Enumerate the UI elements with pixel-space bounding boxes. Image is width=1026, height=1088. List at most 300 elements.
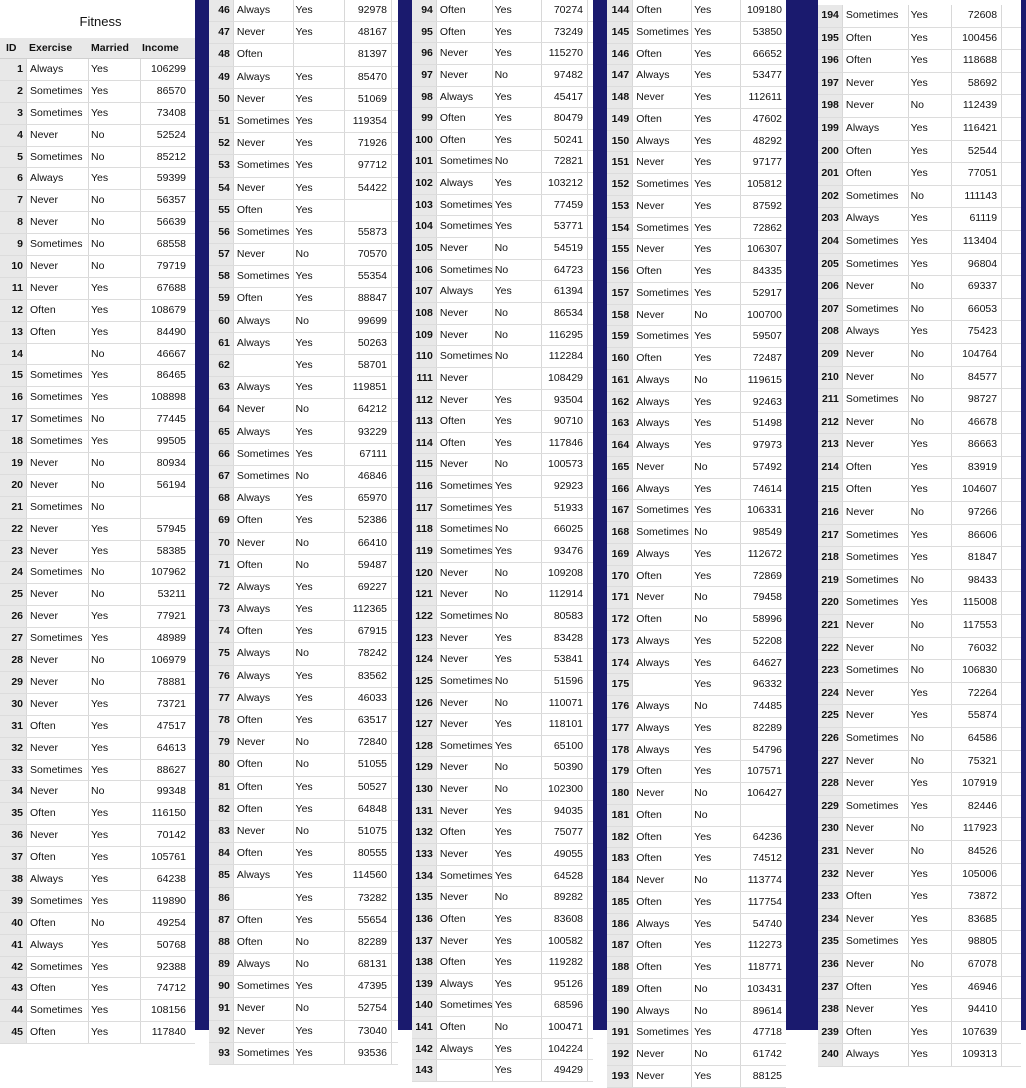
cell-id: 164 xyxy=(607,435,632,456)
cell-married: No xyxy=(908,728,952,750)
cell-married: Yes xyxy=(492,130,542,151)
cell-married: Yes xyxy=(691,827,739,848)
table-row xyxy=(818,864,1021,887)
cell-married: Yes xyxy=(908,141,952,163)
cell-id: 20 xyxy=(0,475,26,496)
cell-income: 54740 xyxy=(740,914,786,935)
table-row xyxy=(818,841,1021,864)
cell-married: Yes xyxy=(691,174,739,195)
cell-spacer xyxy=(1001,186,1021,208)
table-row xyxy=(0,147,195,169)
cell-exercise: Never xyxy=(842,638,908,660)
cell-exercise: Often xyxy=(632,935,691,956)
cell-id: 101 xyxy=(412,151,436,172)
cell-income: 47602 xyxy=(740,109,786,130)
cell-id: 45 xyxy=(0,1022,26,1043)
cell-spacer xyxy=(587,346,593,367)
cell-exercise: Never xyxy=(436,628,492,649)
cell-income: 82289 xyxy=(344,932,391,953)
cell-income: 85212 xyxy=(140,147,190,168)
cell-married: Yes xyxy=(492,628,542,649)
table-row xyxy=(607,174,786,196)
cell-married: Yes xyxy=(691,892,739,913)
cell-exercise: Never xyxy=(233,399,293,420)
cell-id: 234 xyxy=(818,909,842,931)
cell-income: 92923 xyxy=(541,476,587,497)
cell-exercise: Often xyxy=(436,22,492,43)
cell-income: 70142 xyxy=(140,825,190,846)
cell-married: Yes xyxy=(492,87,542,108)
cell-id: 167 xyxy=(607,500,632,521)
cell-married: No xyxy=(908,367,952,389)
cell-exercise: Never xyxy=(233,178,293,199)
cell-exercise: Sometimes xyxy=(26,497,88,518)
cell-income: 103212 xyxy=(541,173,587,194)
cell-id: 35 xyxy=(0,803,26,824)
cell-id: 63 xyxy=(209,377,233,398)
cell-married: Yes xyxy=(691,761,739,782)
table-row xyxy=(818,367,1021,390)
cell-spacer xyxy=(391,377,398,398)
cell-id: 85 xyxy=(209,865,233,886)
cell-income: 96332 xyxy=(740,674,786,695)
cell-exercise xyxy=(233,888,293,909)
cell-exercise: Often xyxy=(233,710,293,731)
cell-married: Yes xyxy=(908,1044,952,1066)
table-row xyxy=(0,59,195,81)
cell-married: Yes xyxy=(293,843,345,864)
cell-exercise: Never xyxy=(842,615,908,637)
cell-exercise: Never xyxy=(632,457,691,478)
cell-spacer xyxy=(587,995,593,1016)
cell-id: 153 xyxy=(607,196,632,217)
cell-exercise: Often xyxy=(26,913,88,934)
cell-married: Yes xyxy=(293,222,345,243)
cell-income: 52386 xyxy=(344,510,391,531)
cell-income: 89282 xyxy=(541,887,587,908)
table-row xyxy=(818,909,1021,932)
table-row xyxy=(412,1060,593,1082)
cell-income: 64236 xyxy=(740,827,786,848)
table-row xyxy=(0,497,195,519)
cell-id: 134 xyxy=(412,866,436,887)
cell-spacer xyxy=(1001,1022,1021,1044)
table-row xyxy=(818,389,1021,412)
cell-income: 54796 xyxy=(740,740,786,761)
table-row xyxy=(209,466,398,488)
table-row xyxy=(607,370,786,392)
cell-income: 58996 xyxy=(740,609,786,630)
cell-married: No xyxy=(293,732,345,753)
table-row xyxy=(412,519,593,541)
cell-income: 102300 xyxy=(541,779,587,800)
cell-id: 29 xyxy=(0,672,26,693)
cell-income: 75321 xyxy=(951,751,1001,773)
cell-id: 147 xyxy=(607,65,632,86)
cell-exercise: Sometimes xyxy=(26,562,88,583)
cell-income: 67688 xyxy=(140,278,190,299)
cell-income: 116150 xyxy=(140,803,190,824)
cell-married: Yes xyxy=(691,218,739,239)
cell-id: 34 xyxy=(0,781,26,802)
cell-income: 113774 xyxy=(740,870,786,891)
table-row xyxy=(818,773,1021,796)
cell-spacer xyxy=(587,671,593,692)
cell-married: Yes xyxy=(492,995,542,1016)
cell-married: Yes xyxy=(908,118,952,140)
cell-id: 137 xyxy=(412,931,436,952)
cell-income: 119354 xyxy=(344,111,391,132)
cell-id: 206 xyxy=(818,276,842,298)
cell-married: Yes xyxy=(691,479,739,500)
cell-income: 73249 xyxy=(541,22,587,43)
cell-income: 61119 xyxy=(951,208,1001,230)
cell-exercise: Never xyxy=(632,305,691,326)
cell-married: Yes xyxy=(908,796,952,818)
table-row xyxy=(0,168,195,190)
cell-income: 112439 xyxy=(951,95,1001,117)
cell-married: Yes xyxy=(293,200,345,221)
table-row xyxy=(209,932,398,954)
cell-income: 108679 xyxy=(140,300,190,321)
table-row xyxy=(818,683,1021,706)
cell-id: 170 xyxy=(607,566,632,587)
cell-income: 72487 xyxy=(740,348,786,369)
cell-married: Yes xyxy=(492,801,542,822)
cell-id: 87 xyxy=(209,910,233,931)
cell-spacer xyxy=(587,801,593,822)
cell-id: 59 xyxy=(209,288,233,309)
cell-exercise: Never xyxy=(842,773,908,795)
cell-exercise: Never xyxy=(436,43,492,64)
cell-income: 80555 xyxy=(344,843,391,864)
cell-income: 78881 xyxy=(140,672,190,693)
cell-id: 21 xyxy=(0,497,26,518)
cell-exercise: Never xyxy=(436,563,492,584)
cell-spacer xyxy=(1001,412,1021,434)
cell-income: 89614 xyxy=(740,1001,786,1022)
cell-id: 148 xyxy=(607,87,632,108)
cell-id: 55 xyxy=(209,200,233,221)
cell-married: No xyxy=(691,979,739,1000)
cell-married: No xyxy=(492,151,542,172)
cell-spacer xyxy=(1001,705,1021,727)
cell-income: 71926 xyxy=(344,133,391,154)
cell-exercise: Often xyxy=(632,892,691,913)
table-row xyxy=(209,178,398,200)
cell-income: 51933 xyxy=(541,498,587,519)
cell-exercise: Sometimes xyxy=(842,254,908,276)
cell-id: 54 xyxy=(209,178,233,199)
cell-id: 84 xyxy=(209,843,233,864)
cell-id: 131 xyxy=(412,801,436,822)
table-row xyxy=(0,869,195,891)
table-row xyxy=(209,1043,398,1065)
table-row xyxy=(412,909,593,931)
table-row xyxy=(209,288,398,310)
cell-income: 53211 xyxy=(140,584,190,605)
table-row xyxy=(209,910,398,932)
table-row xyxy=(209,821,398,843)
table-row xyxy=(818,28,1021,51)
cell-married: No xyxy=(691,587,739,608)
table-row xyxy=(209,865,398,887)
cell-married: Yes xyxy=(691,566,739,587)
cell-id: 115 xyxy=(412,454,436,475)
cell-spacer xyxy=(587,887,593,908)
cell-exercise: Never xyxy=(233,732,293,753)
table-row xyxy=(818,141,1021,164)
cell-exercise: Often xyxy=(436,952,492,973)
cell-income: 64723 xyxy=(541,260,587,281)
cell-id: 104 xyxy=(412,216,436,237)
cell-spacer xyxy=(587,931,593,952)
cell-id: 42 xyxy=(0,957,26,978)
cell-exercise: Sometimes xyxy=(436,519,492,540)
cell-id: 94 xyxy=(412,0,436,21)
cell-spacer xyxy=(391,222,398,243)
cell-id: 182 xyxy=(607,827,632,848)
cell-id: 197 xyxy=(818,73,842,95)
cell-spacer xyxy=(391,422,398,443)
cell-income: 106427 xyxy=(740,783,786,804)
table-row xyxy=(412,606,593,628)
cell-id: 64 xyxy=(209,399,233,420)
cell-id: 176 xyxy=(607,696,632,717)
cell-exercise: Sometimes xyxy=(842,931,908,953)
cell-married: Yes xyxy=(293,688,345,709)
cell-exercise: Sometimes xyxy=(26,103,88,124)
cell-married: Yes xyxy=(691,500,739,521)
cell-income: 92388 xyxy=(140,957,190,978)
cell-married: No xyxy=(691,696,739,717)
table-row xyxy=(818,321,1021,344)
cell-id: 51 xyxy=(209,111,233,132)
cell-id: 210 xyxy=(818,367,842,389)
cell-income: 45417 xyxy=(541,87,587,108)
cell-income: 65100 xyxy=(541,736,587,757)
cell-income: 117923 xyxy=(951,818,1001,840)
cell-married: No xyxy=(293,244,345,265)
cell-spacer xyxy=(587,130,593,151)
cell-exercise: Always xyxy=(233,377,293,398)
cell-income: 86570 xyxy=(140,81,190,102)
cell-exercise: Never xyxy=(233,244,293,265)
cell-married: Yes xyxy=(293,710,345,731)
cell-exercise: Always xyxy=(436,87,492,108)
table-row xyxy=(818,660,1021,683)
cell-married: Yes xyxy=(88,606,140,627)
cell-income: 74485 xyxy=(740,696,786,717)
cell-income: 97973 xyxy=(740,435,786,456)
table-row xyxy=(607,718,786,740)
cell-married: Yes xyxy=(293,577,345,598)
table-row xyxy=(818,1044,1021,1067)
cell-income: 83608 xyxy=(541,909,587,930)
cell-income: 64586 xyxy=(951,728,1001,750)
cell-spacer xyxy=(587,822,593,843)
cell-married: Yes xyxy=(88,519,140,540)
cell-id: 67 xyxy=(209,466,233,487)
cell-married: Yes xyxy=(908,977,952,999)
cell-exercise: Never xyxy=(26,781,88,802)
cell-married: Yes xyxy=(691,392,739,413)
cell-id: 133 xyxy=(412,844,436,865)
table-row xyxy=(209,777,398,799)
cell-spacer xyxy=(1001,977,1021,999)
cell-id: 183 xyxy=(607,848,632,869)
cell-id: 135 xyxy=(412,887,436,908)
cell-id: 151 xyxy=(607,152,632,173)
cell-exercise: Often xyxy=(26,803,88,824)
cell-id: 209 xyxy=(818,344,842,366)
cell-id: 219 xyxy=(818,570,842,592)
cell-income: 105761 xyxy=(140,847,190,868)
cell-married: Yes xyxy=(293,599,345,620)
cell-income: 69227 xyxy=(344,577,391,598)
cell-married: Yes xyxy=(492,195,542,216)
cell-income: 81397 xyxy=(344,44,391,65)
cell-married: No xyxy=(908,344,952,366)
table-row xyxy=(209,888,398,910)
cell-income: 59399 xyxy=(140,168,190,189)
table-row xyxy=(209,510,398,532)
cell-exercise: Sometimes xyxy=(842,186,908,208)
cell-id: 157 xyxy=(607,283,632,304)
cell-married: Yes xyxy=(293,444,345,465)
cell-id: 30 xyxy=(0,694,26,715)
cell-exercise: Never xyxy=(842,818,908,840)
cell-id: 173 xyxy=(607,631,632,652)
cell-exercise: Never xyxy=(436,844,492,865)
cell-spacer xyxy=(1001,841,1021,863)
cell-exercise: Never xyxy=(26,278,88,299)
cell-id: 226 xyxy=(818,728,842,750)
cell-income: 105812 xyxy=(740,174,786,195)
cell-income: 54519 xyxy=(541,238,587,259)
cell-income: 97712 xyxy=(344,155,391,176)
cell-id: 73 xyxy=(209,599,233,620)
cell-income: 93504 xyxy=(541,390,587,411)
table-row xyxy=(607,44,786,66)
cell-id: 86 xyxy=(209,888,233,909)
cell-exercise: Always xyxy=(436,1039,492,1060)
table-row xyxy=(818,412,1021,435)
cell-exercise: Always xyxy=(233,577,293,598)
table-row xyxy=(209,44,398,66)
cell-id: 14 xyxy=(0,344,26,365)
table-row xyxy=(209,133,398,155)
cell-exercise: Always xyxy=(233,599,293,620)
cell-income: 74614 xyxy=(740,479,786,500)
cell-id: 223 xyxy=(818,660,842,682)
cell-married: Yes xyxy=(492,433,542,454)
cell-id: 61 xyxy=(209,333,233,354)
cell-married: No xyxy=(908,818,952,840)
cell-exercise: Always xyxy=(436,173,492,194)
table-row xyxy=(607,261,786,283)
cell-married: No xyxy=(492,260,542,281)
cell-income: 46678 xyxy=(951,412,1001,434)
cell-exercise: Never xyxy=(26,125,88,146)
cell-income: 55354 xyxy=(344,266,391,287)
cell-married: Yes xyxy=(293,111,345,132)
table-row xyxy=(607,914,786,936)
cell-spacer xyxy=(1001,615,1021,637)
cell-exercise: Always xyxy=(233,643,293,664)
cell-married: Yes xyxy=(293,355,345,376)
cell-exercise: Never xyxy=(632,783,691,804)
cell-income: 56639 xyxy=(140,212,190,233)
header-id: ID xyxy=(6,42,17,54)
cell-married: Yes xyxy=(88,387,140,408)
cell-id: 114 xyxy=(412,433,436,454)
table-row xyxy=(0,957,195,979)
table-row xyxy=(818,525,1021,548)
cell-income xyxy=(344,200,391,221)
cell-id: 43 xyxy=(0,978,26,999)
cell-married: Yes xyxy=(88,694,140,715)
cell-income: 119890 xyxy=(140,891,190,912)
cell-spacer xyxy=(1001,547,1021,569)
cell-spacer xyxy=(587,216,593,237)
cell-exercise: Never xyxy=(26,190,88,211)
cell-married: Yes xyxy=(492,952,542,973)
cell-exercise: Always xyxy=(632,653,691,674)
table-row xyxy=(607,283,786,305)
cell-exercise: Never xyxy=(632,1044,691,1065)
cell-id: 40 xyxy=(0,913,26,934)
table-row xyxy=(412,541,593,563)
cell-exercise: Always xyxy=(632,740,691,761)
cell-income: 86663 xyxy=(951,434,1001,456)
cell-income: 93476 xyxy=(541,541,587,562)
table-body xyxy=(818,5,1021,1067)
cell-exercise: Always xyxy=(632,631,691,652)
cell-income: 50390 xyxy=(541,757,587,778)
table-title: Fitness xyxy=(79,14,122,29)
cell-income: 85470 xyxy=(344,67,391,88)
table-row xyxy=(818,615,1021,638)
cell-id: 28 xyxy=(0,650,26,671)
cell-exercise: Sometimes xyxy=(26,628,88,649)
cell-exercise: Often xyxy=(632,979,691,1000)
table-row xyxy=(0,913,195,935)
table-row xyxy=(412,563,593,585)
table-row xyxy=(818,886,1021,909)
cell-id: 196 xyxy=(818,50,842,72)
cell-married: Yes xyxy=(293,488,345,509)
cell-exercise: Never xyxy=(842,344,908,366)
cell-income: 50263 xyxy=(344,333,391,354)
header-exercise: Exercise xyxy=(29,42,73,54)
cell-income: 110071 xyxy=(541,693,587,714)
cell-married: Yes xyxy=(88,760,140,781)
cell-id: 189 xyxy=(607,979,632,1000)
cell-exercise: Never xyxy=(436,779,492,800)
cell-exercise: Never xyxy=(842,751,908,773)
table-row xyxy=(412,43,593,65)
cell-income: 98727 xyxy=(951,389,1001,411)
cell-spacer xyxy=(391,466,398,487)
table-row xyxy=(209,998,398,1020)
table-row xyxy=(607,566,786,588)
cell-exercise: Never xyxy=(436,325,492,346)
table-row xyxy=(818,977,1021,1000)
cell-income: 64238 xyxy=(140,869,190,890)
cell-married: Yes xyxy=(492,822,542,843)
cell-exercise: Never xyxy=(842,502,908,524)
